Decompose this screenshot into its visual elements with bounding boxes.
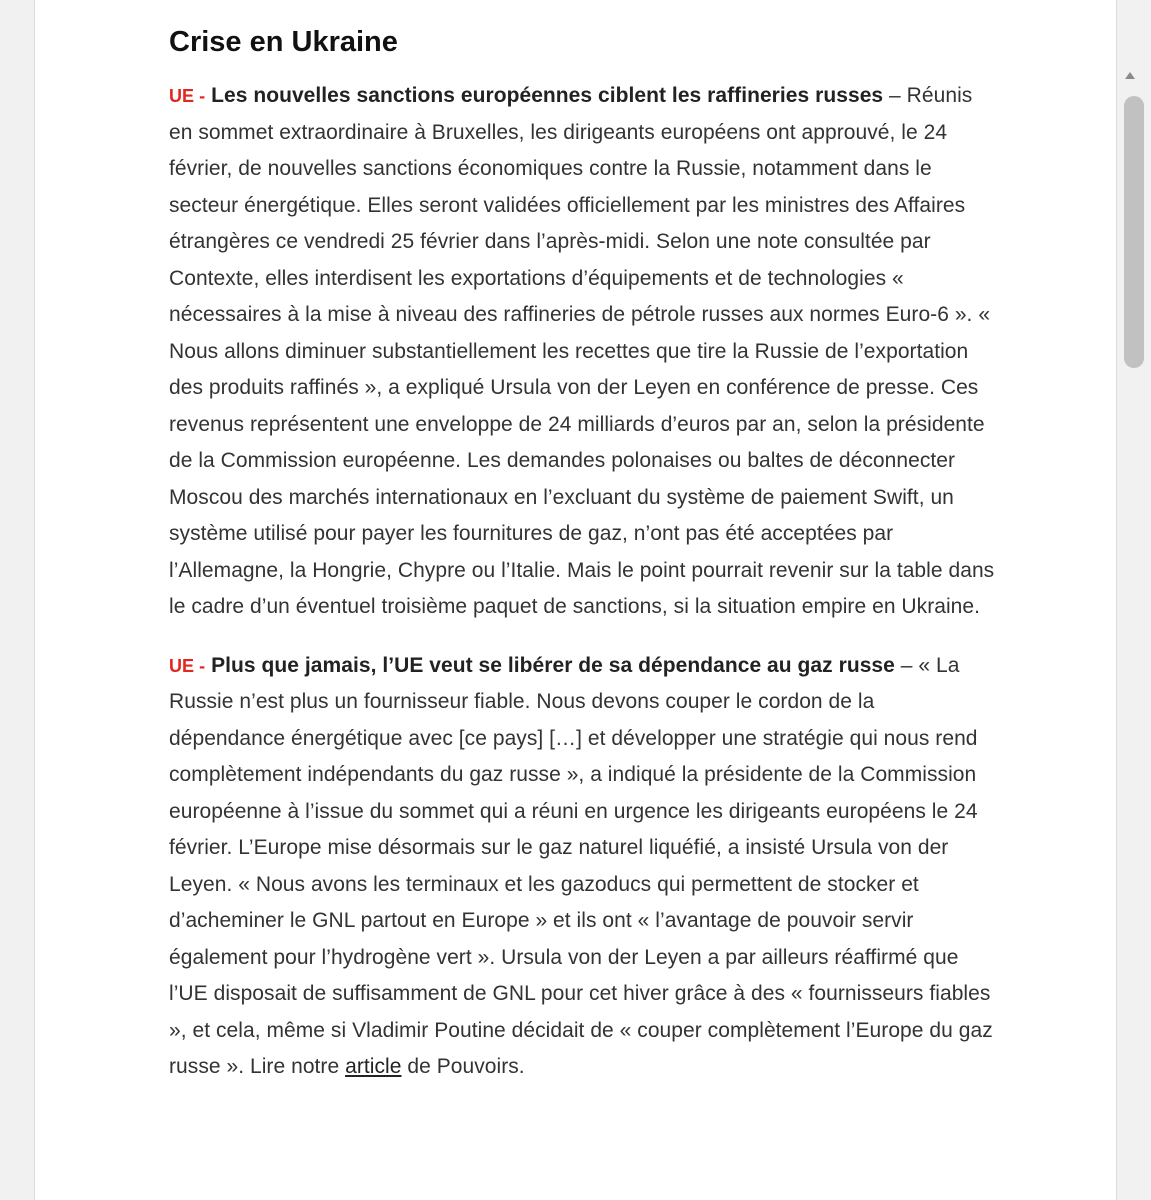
article-link[interactable]: article (345, 1055, 402, 1078)
article-tag: UE - (169, 86, 206, 106)
headline-dash: – (883, 84, 901, 107)
scroll-up-arrow-icon[interactable] (1125, 72, 1135, 79)
newsletter-page (34, 0, 1117, 1200)
article-trailing-text: de Pouvoirs. (401, 1055, 525, 1078)
article-sanctions (169, 78, 995, 626)
headline-dash: – (894, 653, 913, 677)
section-title: Crise en Ukraine (169, 26, 398, 58)
newsletter-content (169, 22, 995, 1108)
article-headline: Les nouvelles sanctions européennes ciblent les raffineries russes (211, 84, 884, 107)
article-tag: UE - (169, 655, 206, 676)
scrollbar-thumb[interactable] (1124, 96, 1144, 368)
article-body: « La Russie n’est plus un fournisseur fiable. Nous devons couper le cordon de la dépendance énergétique avec [ce pays] […] et développer une stratégie qui nous rend complètement indépendants du gaz russe », a indiqué la présidente de la Commission européenne à l’issue du sommet qui a réuni en urgence les dirigeants européens le 24 février. L’Europe mise désormais sur le gaz naturel liquéfié, a insisté Ursula von der Leyen. « Nous avons les terminaux et les gazoducs qui permettent de stocker et d’acheminer le GNL partout en Europe » et ils ont « l’avantage de pouvoir servir également pour l’hydrogène vert ». Ursula von der Leyen a par ailleurs réaffirmé que l’UE disposait de suffisamment de GNL pour cet hiver grâce à des « fournisseurs fiables », et cela, même si Vladimir Poutine décidait de « couper complètement l’Europe du gaz russe ». Lire notre (169, 653, 993, 1078)
article-body: Réunis en sommet extraordinaire à Bruxelles, les dirigeants européens ont approuvé, le 24 février, de nouvelles sanctions économiques contre la Russie, notamment dans le secteur énergétique. Elles seront validées officiellement par les ministres des Affaires étrangères ce vendredi 25 février dans l’après-midi. Selon une note consultée par Contexte, elles interdisent les exportations d’équipements et de technologies « nécessaires à la mise à niveau des raffineries de pétrole russes aux normes Euro-6 ». « Nous allons diminuer substantiellement les recettes que tire la Russie de l’exportation des produits raffinés », a expliqué Ursula von der Leyen en conférence de presse. Ces revenus représentent une enveloppe de 24 milliards d’euros par an, selon la présidente de la Commission européenne. Les demandes polonaises ou baltes de déconnecter Moscou des marchés internationaux en l’excluant du système de paiement Swift, un système utilisé pour payer les fournitures de gaz, n’ont pas été acceptées par l’Allemagne, la Hongrie, Chypre ou l’Italie. Mais le point pourrait revenir sur la table dans le cadre d’un éventuel troisième paquet de sanctions, si la situation empire en Ukraine. (169, 84, 995, 618)
vertical-scrollbar[interactable] (1117, 0, 1151, 1200)
article-gaz (169, 648, 995, 1086)
article-headline: Plus que jamais, l’UE veut se libérer de sa dépendance au gaz russe (211, 653, 895, 677)
